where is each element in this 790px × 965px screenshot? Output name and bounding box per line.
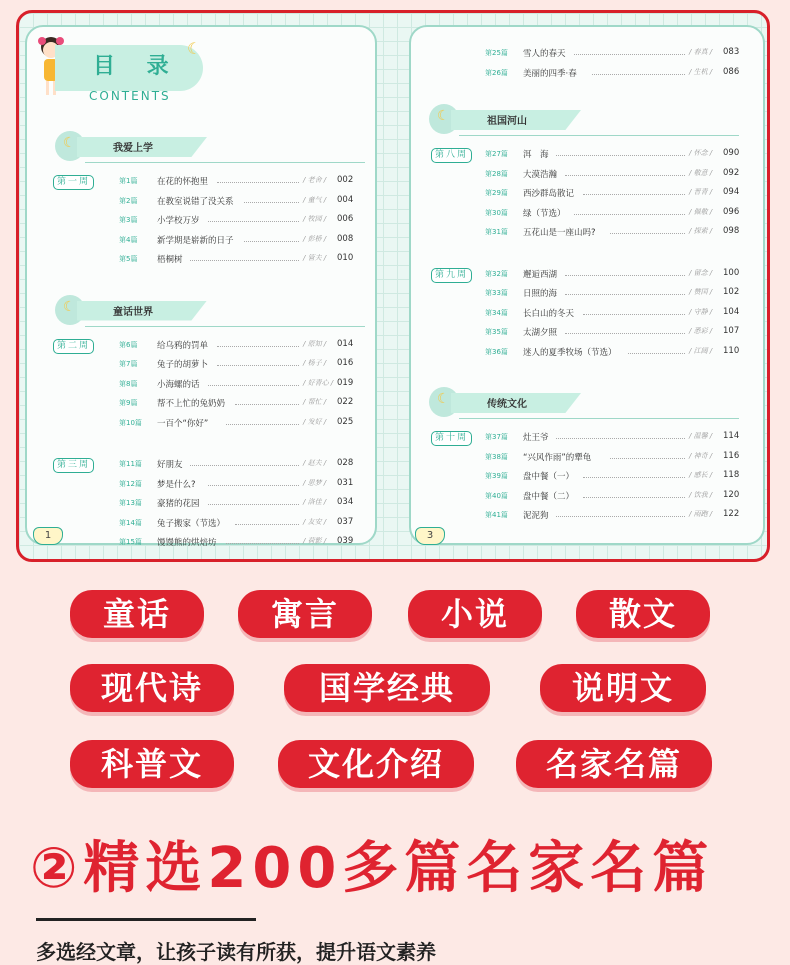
article-page: 118: [723, 470, 740, 480]
toc-row: [119, 517, 355, 531]
article-author: / 探索 /: [689, 227, 713, 235]
toc-page-left: [25, 25, 377, 548]
article-number: 第27篇: [485, 150, 508, 158]
leader-dots: [583, 477, 685, 478]
genre-tag: 文化介绍: [278, 740, 474, 788]
leader-dots: [574, 54, 685, 55]
section-label: 童话世界: [113, 306, 153, 318]
article-page: 116: [723, 450, 740, 461]
article-number: 第36篇: [485, 347, 508, 356]
article-author: / 牧园 /: [303, 215, 327, 223]
article-title: “兴风作雨”的犟龟: [523, 452, 592, 463]
article-title: 小学校万岁: [157, 216, 200, 226]
article-title: 长白山的冬天: [523, 308, 575, 319]
article-title: 西沙群岛散记: [523, 189, 575, 199]
leader-dots: [208, 504, 299, 505]
article-author: / 敬意 /: [689, 168, 713, 177]
week-badge: 第十周: [431, 431, 472, 446]
leader-dots: [190, 260, 299, 261]
article-page: 083: [723, 47, 740, 57]
leader-dots: [208, 221, 299, 222]
leader-dots: [244, 241, 299, 242]
article-title: 泥泥狗: [523, 511, 549, 521]
week-badge: 第九周: [431, 268, 472, 283]
toc-row: [119, 536, 355, 550]
toc-row: [119, 175, 355, 189]
toc-row: [485, 451, 741, 465]
article-number: 第25篇: [485, 49, 508, 57]
article-number: 第1篇: [119, 177, 138, 185]
article-page: 006: [337, 214, 354, 224]
article-author: / 悉彩 /: [689, 327, 713, 335]
article-author: / 思梦 /: [303, 478, 327, 487]
article-page: 010: [337, 253, 354, 263]
article-author: / 好青心 /: [303, 378, 334, 387]
article-author: / 怀念 /: [689, 149, 713, 157]
article-page: 037: [337, 516, 354, 527]
toc-row: [119, 397, 355, 411]
article-page: 086: [723, 66, 740, 77]
article-author: / 温馨 /: [689, 432, 713, 440]
section-divider: [85, 326, 365, 327]
article-page: 090: [723, 148, 740, 158]
toc-row: [119, 478, 355, 492]
genre-tag: 现代诗: [70, 664, 234, 712]
leader-dots: [565, 333, 685, 334]
article-page: 098: [723, 226, 740, 236]
article-page: 031: [337, 477, 354, 488]
moon-icon: ☾: [63, 298, 76, 315]
leader-dots: [610, 233, 685, 234]
article-title: 盘中餐（二）: [523, 491, 575, 502]
leader-dots: [574, 214, 685, 215]
article-number: 第35篇: [485, 328, 508, 336]
article-author: / 彭桥 /: [303, 234, 327, 243]
article-title: 邂逅西湖: [523, 269, 558, 280]
article-title: 灶王爷: [523, 433, 549, 443]
leader-dots: [235, 404, 299, 405]
article-page: 019: [337, 377, 354, 388]
article-number: 第8篇: [119, 379, 138, 388]
toc-row: [485, 326, 741, 340]
article-author: / 发好 /: [303, 417, 327, 426]
toc-row: [119, 195, 355, 209]
article-page: 122: [723, 509, 740, 519]
leader-dots: [208, 385, 299, 386]
article-author: / 感长 /: [689, 471, 713, 479]
section-label: 传统文化: [487, 399, 527, 410]
leader-dots: [556, 155, 685, 156]
article-number: 第41篇: [485, 511, 508, 519]
toc-row: [119, 458, 355, 472]
article-title: 新学期是崭新的日子: [157, 235, 234, 246]
leader-dots: [226, 424, 299, 425]
article-title: 日照的海: [523, 289, 558, 299]
article-page: 100: [723, 267, 740, 278]
article-number: 第34篇: [485, 308, 508, 317]
leader-dots: [565, 175, 685, 176]
article-author: / 佩敬 /: [689, 207, 713, 216]
article-page: 002: [337, 175, 354, 185]
toc-row: [485, 168, 741, 182]
article-number: 第9篇: [119, 399, 138, 407]
article-author: / 原知 /: [303, 339, 327, 348]
moon-icon: ☾: [63, 135, 76, 151]
article-author: / 生机 /: [689, 67, 713, 76]
toc-row: [485, 187, 741, 201]
article-number: 第38篇: [485, 452, 508, 461]
leader-dots: [217, 182, 299, 183]
article-page: 114: [723, 431, 740, 441]
article-title: 洱 海: [523, 150, 549, 160]
article-title: 迷人的夏季牧场（节选）: [523, 347, 617, 358]
leader-dots: [235, 524, 299, 525]
article-author: / 神奇 /: [689, 451, 713, 460]
toc-row: [119, 339, 355, 353]
leader-dots: [565, 275, 685, 276]
article-title: 雪人的春天: [523, 49, 566, 59]
toc-row: [485, 431, 741, 445]
toc-row: [119, 417, 355, 431]
article-number: 第31篇: [485, 228, 508, 236]
section-divider: [459, 135, 739, 136]
article-number: 第40篇: [485, 491, 508, 500]
article-author: / 雨跑 /: [689, 510, 713, 518]
toc-row: [485, 346, 741, 360]
article-page: 092: [723, 167, 740, 178]
section-label: 我爱上学: [113, 143, 153, 154]
article-author: / 管夫 /: [303, 254, 327, 262]
article-number: 第26篇: [485, 68, 508, 77]
article-title: 一百个“你好”: [157, 418, 209, 429]
toc-row: [485, 47, 741, 61]
genre-tag: 科普文: [70, 740, 234, 788]
leader-dots: [217, 346, 299, 347]
moon-icon: ☾: [187, 39, 202, 58]
article-author: / 赵夫 /: [303, 459, 327, 467]
article-number: 第6篇: [119, 340, 138, 349]
article-title: 梧桐树: [157, 255, 183, 265]
toc-row: [485, 67, 741, 81]
article-author: / 友安 /: [303, 517, 327, 526]
article-author: / 江阔 /: [689, 346, 713, 355]
article-author: / 荷影 /: [303, 537, 327, 545]
genre-tag: 名家名篇: [516, 740, 712, 788]
article-number: 第14篇: [119, 518, 142, 527]
article-title: 小海螺的话: [157, 379, 200, 390]
article-number: 第30篇: [485, 208, 508, 217]
article-number: 第15篇: [119, 538, 142, 546]
toc-row: [485, 509, 741, 523]
article-number: 第10篇: [119, 418, 142, 427]
article-page: 016: [337, 358, 354, 368]
toc-row: [485, 148, 741, 162]
article-number: 第39篇: [485, 472, 508, 480]
toc-row: [485, 490, 741, 504]
leader-dots: [226, 543, 299, 544]
moon-icon: ☾: [437, 108, 450, 124]
article-page: 034: [337, 497, 354, 507]
leader-dots: [583, 314, 685, 315]
section-divider: [459, 418, 739, 419]
article-author: / 晋青 /: [689, 188, 713, 196]
article-page: 028: [337, 458, 354, 468]
article-number: 第7篇: [119, 360, 138, 368]
article-title: 兔子的胡萝卜: [157, 360, 209, 370]
week-badge: 第八周: [431, 148, 472, 163]
genre-tag: 小说: [408, 590, 542, 638]
article-page: 008: [337, 233, 354, 244]
article-title: 豪猪的花园: [157, 499, 200, 509]
toc-title: 目 录: [93, 54, 181, 79]
article-number: 第5篇: [119, 255, 138, 263]
article-number: 第33篇: [485, 289, 508, 297]
leader-dots: [217, 365, 299, 366]
article-number: 第13篇: [119, 499, 142, 507]
article-author: / 饮我 /: [689, 490, 713, 499]
article-author: / 洛佳 /: [303, 498, 327, 506]
article-page: 104: [723, 306, 740, 317]
page-number-left: 1: [33, 527, 63, 545]
toc-page-right: [409, 25, 765, 545]
article-title: 绿（节选）: [523, 208, 566, 219]
article-author: / 杨子 /: [303, 359, 327, 367]
toc-row: [119, 234, 355, 248]
toc-row: [119, 253, 355, 267]
leader-dots: [628, 353, 685, 354]
toc-frame: [16, 10, 770, 562]
article-page: 102: [723, 287, 740, 297]
page-number-right: 3: [415, 527, 445, 545]
article-title: 馒馒熊的烘焙坊: [157, 538, 217, 548]
article-number: 第2篇: [119, 196, 138, 205]
genre-tag: 寓言: [238, 590, 372, 638]
article-number: 第3篇: [119, 216, 138, 224]
section-divider: [85, 162, 365, 163]
article-number: 第4篇: [119, 235, 138, 244]
article-title: 给乌鸦的罚单: [157, 340, 209, 351]
article-page: 004: [337, 194, 354, 205]
leader-dots: [244, 202, 299, 203]
week-badge: 第三周: [53, 458, 94, 473]
leader-dots: [190, 465, 299, 466]
section-label: 祖国河山: [487, 116, 527, 127]
toc-row: [119, 358, 355, 372]
article-title: 好朋友: [157, 460, 183, 470]
article-page: 025: [337, 416, 354, 427]
article-number: 第11篇: [119, 460, 142, 468]
toc-row: [485, 207, 741, 221]
article-author: / 老舍 /: [303, 176, 327, 184]
leader-dots: [556, 438, 685, 439]
bottom-caption: 多选经文章，让孩子读有所获，提升语文素养: [36, 940, 436, 964]
toc-row: [485, 307, 741, 321]
section-header: [55, 295, 365, 325]
book-spine: [381, 25, 405, 545]
article-page: 014: [337, 338, 354, 349]
week-badge: 第二周: [53, 339, 94, 354]
article-title: 盘中餐（一）: [523, 472, 575, 482]
article-page: 110: [723, 345, 740, 356]
toc-row: [119, 214, 355, 228]
leader-dots: [208, 485, 299, 486]
article-page: 094: [723, 187, 740, 197]
headline: ②精选200多篇名家名篇: [30, 836, 715, 901]
article-title: 太湖夕照: [523, 328, 558, 338]
article-number: 第32篇: [485, 269, 508, 278]
article-number: 第29篇: [485, 189, 508, 197]
article-title: 兔子搬家（节选）: [157, 518, 226, 529]
genre-tag: 童话: [70, 590, 204, 638]
article-number: 第12篇: [119, 479, 142, 488]
genre-tag: 散文: [576, 590, 710, 638]
toc-row: [119, 497, 355, 511]
moon-icon: ☾: [437, 391, 450, 407]
article-page: 039: [337, 536, 354, 546]
leader-dots: [583, 497, 685, 498]
article-title: 大漠浩瀚: [523, 169, 558, 180]
leader-dots: [556, 516, 685, 517]
article-title: 帮不上忙的兔奶奶: [157, 399, 226, 409]
leader-dots: [592, 74, 685, 75]
toc-row: [485, 226, 741, 240]
leader-dots: [565, 294, 685, 295]
article-title: 在教室说错了没关系: [157, 196, 234, 207]
leader-dots: [583, 194, 685, 195]
section-header: [429, 104, 739, 134]
toc-subtitle: CONTENTS: [89, 89, 171, 103]
article-title: 五花山是一座山吗?: [523, 228, 596, 238]
article-author: / 帮忙 /: [303, 398, 327, 406]
article-author: / 守静 /: [689, 307, 713, 316]
section-header: [55, 131, 365, 161]
article-author: / 春真 /: [689, 48, 713, 56]
toc-row: [485, 268, 741, 282]
article-number: 第37篇: [485, 433, 508, 441]
article-page: 120: [723, 489, 740, 500]
article-number: 第28篇: [485, 169, 508, 178]
article-author: / 留念 /: [689, 268, 713, 277]
article-title: 美丽的四季·春: [523, 68, 577, 79]
article-page: 107: [723, 326, 740, 336]
genre-tag: 说明文: [540, 664, 706, 712]
genre-tag: 国学经典: [284, 664, 490, 712]
headline-underline: [36, 918, 256, 921]
leader-dots: [610, 458, 685, 459]
article-author: / 童气 /: [303, 195, 327, 204]
section-header: [429, 387, 739, 417]
article-title: 在花的怀抱里: [157, 177, 209, 187]
article-title: 梦是什么?: [157, 479, 196, 490]
week-badge: 第一周: [53, 175, 94, 190]
toc-row: [119, 378, 355, 392]
article-author: / 赞国 /: [689, 288, 713, 296]
toc-row: [485, 470, 741, 484]
toc-row: [485, 287, 741, 301]
article-page: 022: [337, 397, 354, 407]
article-page: 096: [723, 206, 740, 217]
